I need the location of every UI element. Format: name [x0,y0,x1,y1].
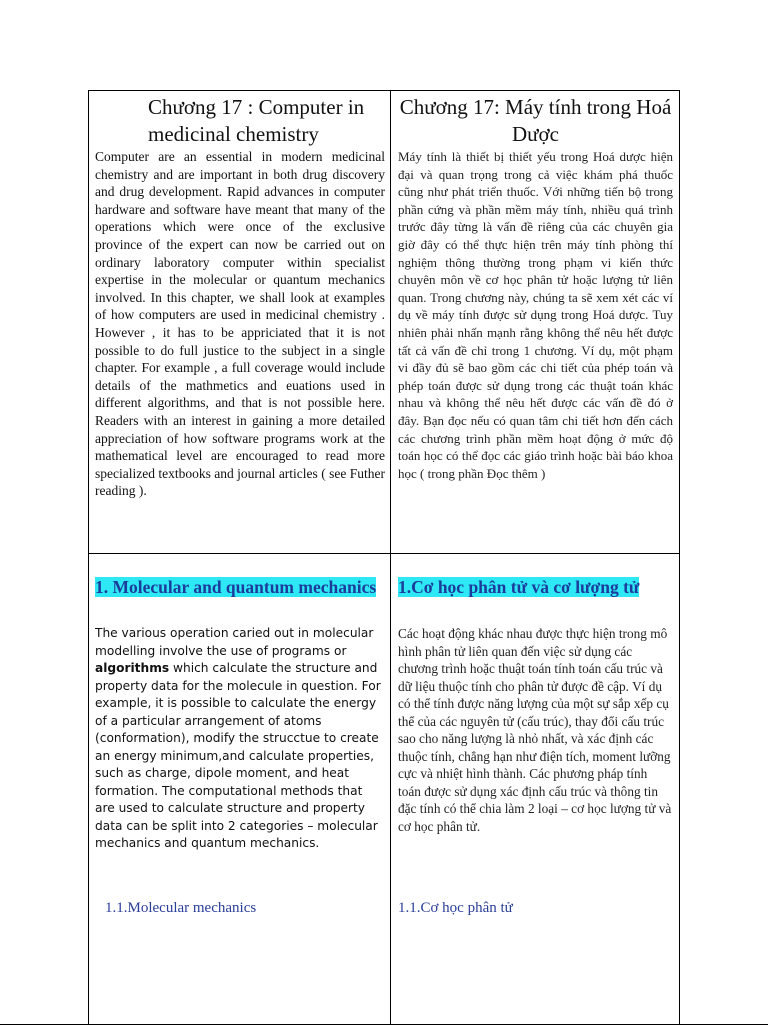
right-section-heading [398,576,673,599]
right-section-heading-text: 1.Cơ học phân tử và cơ lượng tử [398,577,640,597]
right-subheading: 1.1.Cơ học phân tử [398,900,513,916]
left-section-text-start: The various operation caried out in molecular modelling involve the use of programs or [95,626,374,658]
left-subheading: 1.1.Molecular mechanics [105,900,257,916]
column-divider [390,90,391,1024]
left-section-text-end: which calculate the structure and property data for the molecule in question. For example, it is possible to calculate the energy of a particular arrangement of atoms (conformation), modify the strucctue to create an energy minimum,and calculate properties, such as charge, dipole moment, and heat formation. The computational methods that are used to calculate structure and property data can be split into 2 categories – molecular mechanics and quantum mechanics. [95,661,381,850]
left-section-paragraph [95,625,385,853]
right-intro-paragraph: Máy tính là thiết bị thiết yếu trong Hoá dược hiện đại và quan trọng trong cả việc khám phá thuốc cũng như phát triển thuốc. Với những tiến bộ trong phần cứng và phần mềm máy tính, nhiều quá trình trước đây từng là vấn đề riêng của các chuyên gia giờ đây có thể thực hiện trên máy tính phòng thí nghiệm thông thường trong phạm vi kiến thức chuyên môn về cơ học phân tử hoặc lượng tử liên quan. Trong chương này, chúng ta sẽ xem xét các ví dụ về máy tính được sử dụng trong Hoá dược. Tuy nhiên phải nhấn mạnh rằng không thể nêu hết được tất cả vấn đề chỉ trong 1 chương. Ví dụ, một phạm vi đầy đủ sẽ bao gồm các chi tiết của phép toán và phép toán được sử dụng trong các thuật toán khác nhau và không thể nêu hết được các vấn đề đó ở đây. Bạn đọc nếu có quan tâm chi tiết hơn đến cách các chương trình phần mềm hoạt động ở mức độ toán học có thể đọc các giáo trình hoặc bài báo khoa học ( trong phần Đọc thêm ) [398,149,673,481]
left-section-heading-text: 1. Molecular and quantum mechanics [95,577,377,597]
left-section-bold-term: algorithms [95,661,170,675]
left-section-heading [95,576,385,599]
row-divider [88,553,679,554]
left-intro-paragraph: Computer are an essential in modern medicinal chemistry and are important in both drug discovery and drug development. Rapid advances in computer hardware and software have meant that many of the operations which were once of the exclusive province of the expert can now be carried out on ordinary laboratory computer within specialist expertise in the molecular or quantum mechanics involved. In this chapter, we shall look at examples of how computers are used in medicinal chemistry . However , it has to be appriciated that it is not possible to do full justice to the subject in a single chapter. For example , a full coverage would include details of the mathmetics and euations used in different algorithms, and that is not possible here. Readers with an interest in gaining a more detailed appreciation of how software programs work at the mathematical level are encouraged to read more specialized textbooks and journal articles ( see Futher reading ). [95,149,385,499]
right-section-paragraph: Các hoạt động khác nhau được thực hiện trong mô hình phân tử liên quan đến việc sử dụng các chương trình hoặc thuật toán tính toán cấu trúc và dữ liệu thuộc tính cho phân tử được đề cập. Ví dụ có thể tính được năng lượng của một sự sắp xếp cụ thể của các nguyên tử (cấu trúc), thay đổi cấu trúc sao cho năng lượng là nhỏ nhất, và xác định các thuộc tính, chẳng hạn như điện tích, moment lưỡng cực và nhiệt hình thành. Các phương pháp tính toán được sử dụng xác định cấu trúc và thông tin đặc tính có thể chia làm 2 loại – cơ học lượng tử và cơ học phân tử. [398,626,672,834]
left-chapter-title: Chương 17 : Computer in medicinal chemistry [148,95,365,146]
right-chapter-title: Chương 17: Máy tính trong Hoá Dược [399,95,672,146]
